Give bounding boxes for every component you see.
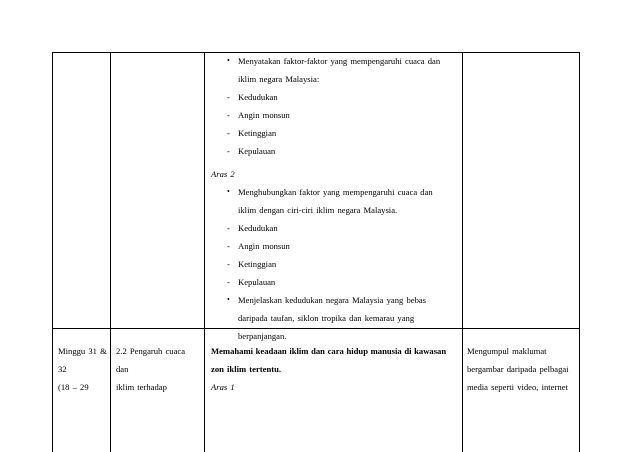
table-top-border — [52, 52, 580, 53]
row-divider — [52, 328, 580, 329]
aras-2-label: Aras 2 — [211, 169, 235, 179]
bullet-1-line-2: iklim negara Malaysia: — [238, 74, 320, 84]
bullet-3-line-1: Menjelaskan kedudukan negara Malaysia yang bebas — [238, 295, 427, 305]
topic-cell-line-1: 2.2 Pengaruh cuaca — [116, 346, 186, 356]
dash-icon: - — [227, 128, 230, 138]
week-cell-line-2: 32 — [58, 364, 67, 374]
bullet-2-line-1: Menghubungkan faktor yang mempengaruhi cuaca dan — [238, 187, 433, 197]
bullet-icon: • — [227, 187, 230, 196]
week-cell-line-3: (18 – 29 — [58, 382, 89, 392]
objective-heading-line-1: Memahami keadaan iklim dan cara hidup manusia di kawasan — [211, 346, 447, 356]
dash-icon: - — [227, 259, 230, 269]
list-b-item-4: Kepulauan — [238, 277, 276, 287]
dash-icon: - — [227, 277, 230, 287]
column-divider-3 — [462, 52, 463, 452]
activity-cell-line-2: bergambar daripada pelbagai — [467, 364, 569, 374]
dash-icon: - — [227, 146, 230, 156]
column-divider-2 — [204, 52, 205, 452]
objective-heading-line-2: zon iklim tertentu. — [211, 364, 282, 374]
bullet-3-line-2: daripada taufan, siklon tropika dan kemarau yang — [238, 313, 415, 323]
list-a-item-1: Kedudukan — [238, 92, 278, 102]
list-a-item-3: Ketinggian — [238, 128, 277, 138]
dash-icon: - — [227, 92, 230, 102]
dash-icon: - — [227, 223, 230, 233]
bullet-2-line-2: iklim dengan ciri-ciri iklim negara Malaysia. — [238, 205, 398, 215]
list-b-item-2: Angin monsun — [238, 241, 290, 251]
dash-icon: - — [227, 110, 230, 120]
activity-cell-line-3: media seperti video, internet — [467, 382, 568, 392]
topic-cell-line-2: dan — [116, 364, 129, 374]
bullet-icon: • — [227, 295, 230, 304]
bullet-3-line-3: berpanjangan. — [238, 331, 287, 341]
list-a-item-2: Angin monsun — [238, 110, 290, 120]
table-left-border — [52, 52, 53, 452]
bullet-icon: • — [227, 56, 230, 65]
aras-1-label: Aras 1 — [211, 382, 235, 392]
week-cell-line-1: Minggu 31 & — [58, 346, 107, 356]
list-b-item-1: Kedudukan — [238, 223, 278, 233]
bullet-1-line-1: Menyatakan faktor-faktor yang mempengaruhi cuaca dan — [238, 56, 441, 66]
column-divider-1 — [110, 52, 111, 452]
activity-cell-line-1: Mengumpul maklumat — [467, 346, 547, 356]
topic-cell-line-3: iklim terhadap — [116, 382, 167, 392]
dash-icon: - — [227, 241, 230, 251]
list-b-item-3: Ketinggian — [238, 259, 277, 269]
list-a-item-4: Kepulauan — [238, 146, 276, 156]
table-right-border — [579, 52, 580, 452]
